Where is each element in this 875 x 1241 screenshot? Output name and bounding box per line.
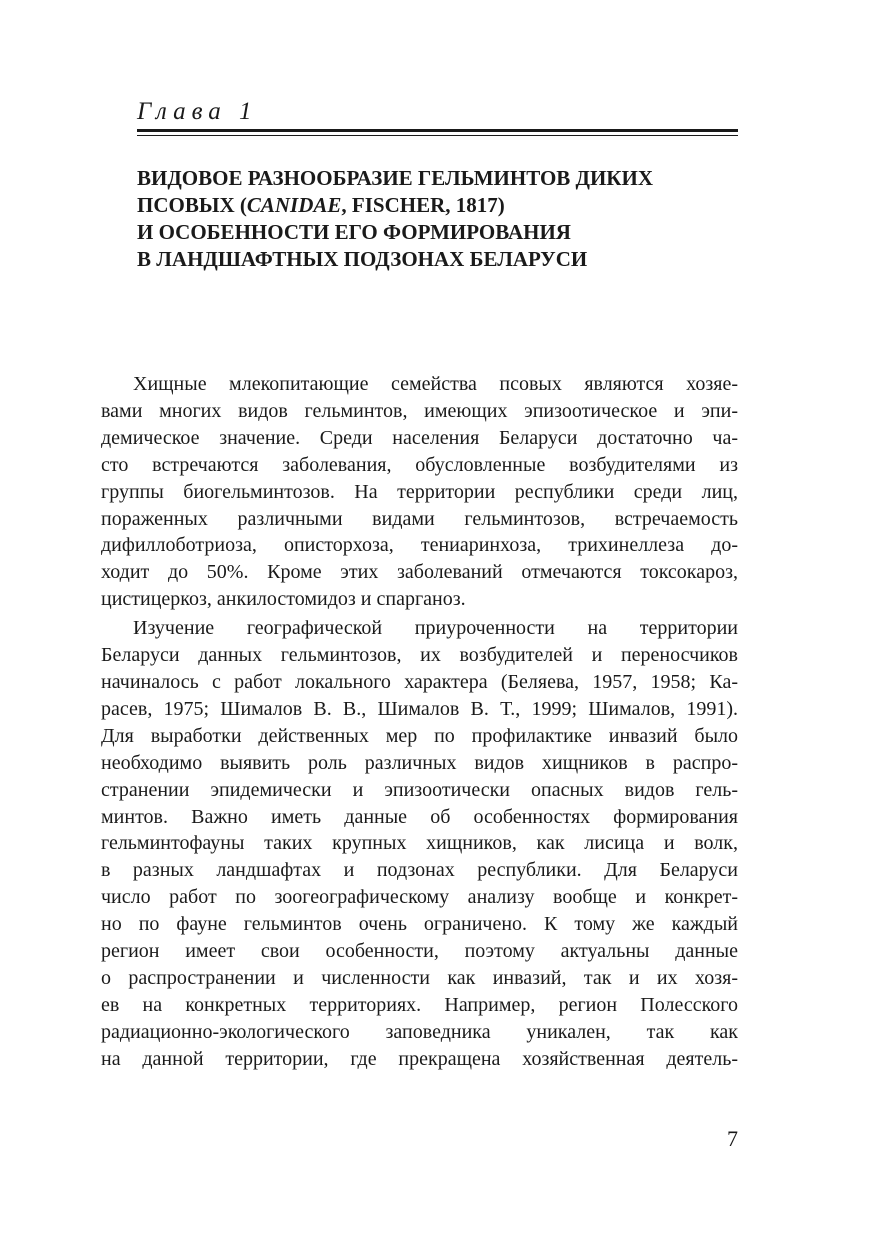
text-line: странении эпидемически и эпизоотически опасных видов гель- xyxy=(101,778,738,801)
chapter-title-line: И ОСОБЕННОСТИ ЕГО ФОРМИРОВАНИЯ xyxy=(137,220,571,244)
text-line: но по фауне гельминтов очень ограничено. К тому же каждый xyxy=(101,913,738,936)
text-line: дифиллоботриоза, описторхоза, тениаринхоза, трихинеллеза до- xyxy=(101,534,738,557)
text-line: Хищные млекопитающие семейства псовых являются хозяе- xyxy=(133,373,738,395)
text-line: сто встречаются заболевания, обусловленные возбудителями из xyxy=(101,453,738,476)
text-line: регион имеет свои особенности, поэтому актуальны данные xyxy=(101,940,738,963)
text-line: на данной территории, где прекращена хозяйственная деятель- xyxy=(101,1047,738,1070)
header-rule-thick xyxy=(137,129,738,132)
text-line: необходимо выявить роль различных видов хищников в распро- xyxy=(101,751,738,774)
text-line: начиналось с работ локального характера (Беляева, 1957, 1958; Ка- xyxy=(101,670,738,693)
text-line: ев на конкретных территориях. Например, регион Полесского xyxy=(101,993,738,1016)
chapter-label: Глава 1 xyxy=(137,98,258,125)
text-line: Для выработки действенных мер по профилактике инвазий было xyxy=(101,724,738,747)
title-text: ПСОВЫХ ( xyxy=(137,193,247,217)
text-line: число работ по зоогеографическому анализу вообще и конкрет- xyxy=(101,886,738,909)
body-text xyxy=(101,371,738,1073)
text-line: минтов. Важно иметь данные об особенностях формирования xyxy=(101,805,738,828)
text-line: Беларуси данных гельминтозов, их возбудителей и переносчиков xyxy=(101,644,738,667)
text-line: ходит до 50%. Кроме этих заболеваний отмечаются токсокароз, xyxy=(101,561,738,584)
chapter-title-line xyxy=(137,192,747,219)
text-line: вами многих видов гельминтов, имеющих эпизоотическое и эпи- xyxy=(101,399,738,422)
text-line: радиационно-экологического заповедника уникален, так как xyxy=(101,1020,738,1043)
text-line: группы биогельминтозов. На территории республики среди лиц, xyxy=(101,480,738,503)
paragraph-1 xyxy=(101,371,738,613)
page-number: 7 xyxy=(727,1126,738,1151)
chapter-title xyxy=(137,165,747,273)
text-line: гельминтофауны таких крупных хищников, как лисица и волк, xyxy=(101,832,738,855)
text-line: демическое значение. Среди населения Беларуси достаточно ча- xyxy=(101,426,738,449)
title-latin-name: CANIDAE xyxy=(246,193,342,217)
text-line: в разных ландшафтах и подзонах республики. Для Беларуси xyxy=(101,859,738,882)
chapter-title-line: ВИДОВОЕ РАЗНООБРАЗИЕ ГЕЛЬМИНТОВ ДИКИХ xyxy=(137,166,654,190)
text-line: пораженных различными видами гельминтозов, встречаемость xyxy=(101,507,738,530)
text-line: о распространении и численности как инвазий, так и их хозя- xyxy=(101,966,738,989)
text-line: Изучение географической приуроченности на территории xyxy=(133,617,738,640)
header-rule-thin xyxy=(137,135,738,136)
title-text: , FISCHER, 1817) xyxy=(341,193,505,217)
text-line: расев, 1975; Шималов В. В., Шималов В. Т., 1999; Шималов, 1991). xyxy=(101,697,738,720)
text-line: цистицеркоз, анкилостомидоз и спарганоз. xyxy=(101,588,466,611)
chapter-title-line: В ЛАНДШАФТНЫХ ПОДЗОНАХ БЕЛАРУСИ xyxy=(137,247,588,271)
paragraph-2 xyxy=(101,615,738,1072)
